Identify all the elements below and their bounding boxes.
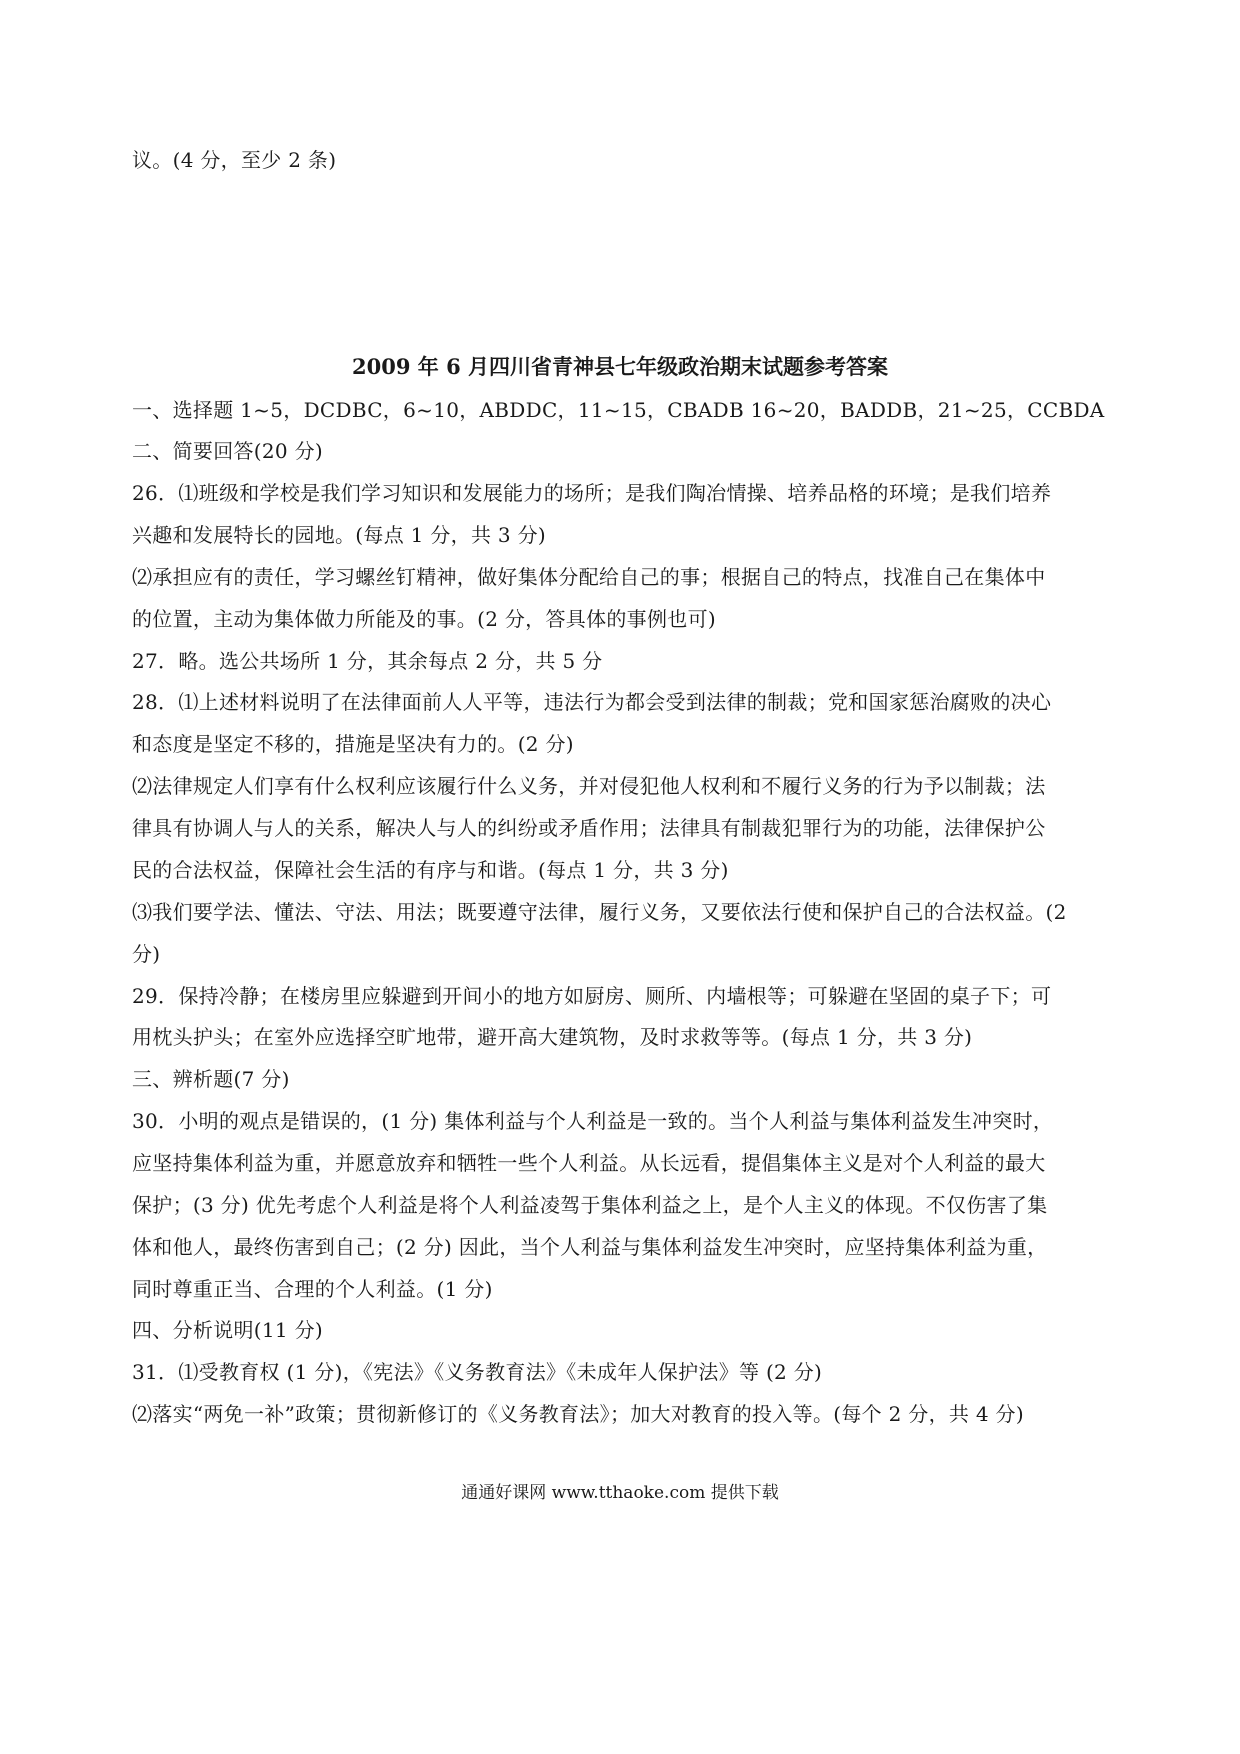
answer-26-part1-line2: 兴趣和发展特长的园地。(每点 1 分，共 3 分)	[132, 523, 546, 547]
answer-30-line5: 同时尊重正当、合理的个人利益。(1 分)	[132, 1277, 493, 1301]
section-4-heading: 四、分析说明(11 分)	[132, 1318, 324, 1342]
answer-26-part1-line1: 26．⑴班级和学校是我们学习知识和发展能力的场所；是我们陶冶情操、培养品格的环境；是我们培养	[132, 481, 1052, 505]
page-footer: 通通好课网 www.tthaoke.com 提供下载	[461, 1483, 779, 1503]
answer-28-part2-line1: ⑵法律规定人们享有什么权利应该履行什么义务，并对侵犯他人权利和不履行义务的行为予以制裁；法	[132, 774, 1046, 798]
answer-29-line2: 用枕头护头；在室外应选择空旷地带，避开高大建筑物，及时求救等等。(每点 1 分，共 3 分)	[132, 1025, 973, 1049]
previous-question-fragment: 议。(4 分，至少 2 条)	[132, 148, 337, 172]
answer-28-part3-line1: ⑶我们要学法、懂法、守法、用法；既要遵守法律，履行义务，又要依法行使和保护自己的合法权益。(2	[132, 900, 1067, 924]
answer-27: 27．略。选公共场所 1 分，其余每点 2 分，共 5 分	[132, 649, 603, 673]
section-3-heading: 三、辨析题(7 分)	[132, 1067, 290, 1091]
section-2-heading: 二、简要回答(20 分)	[132, 439, 324, 463]
answer-31-part1: 31．⑴受教育权 (1 分)，《宪法》《义务教育法》《未成年人保护法》等 (2 分)	[132, 1360, 823, 1384]
answer-29-line1: 29．保持冷静；在楼房里应躲避到开间小的地方如厨房、厕所、内墙根等；可躲避在坚固的桌子下；可	[132, 984, 1052, 1008]
answer-key-title: 2009 年 6 月四川省青神县七年级政治期末试题参考答案	[352, 354, 888, 379]
answer-26-part2-line1: ⑵承担应有的责任，学习螺丝钉精神，做好集体分配给自己的事；根据自己的特点，找准自己在集体中	[132, 565, 1046, 589]
answer-28-part2-line2: 律具有协调人与人的关系，解决人与人的纠纷或矛盾作用；法律具有制裁犯罪行为的功能，法律保护公	[132, 816, 1046, 840]
answer-30-line4: 体和他人，最终伤害到自己；(2 分) 因此，当个人利益与集体利益发生冲突时，应坚持集体利益为重，	[132, 1235, 1048, 1259]
answer-26-part2-line2: 的位置，主动为集体做力所能及的事。(2 分，答具体的事例也可)	[132, 607, 716, 631]
answer-28-part1-line2: 和态度是坚定不移的，措施是坚决有力的。(2 分)	[132, 732, 574, 756]
answer-28-part2-line3: 民的合法权益，保障社会生活的有序与和谐。(每点 1 分，共 3 分)	[132, 858, 729, 882]
section-1-multiple-choice: 一、选择题 1~5，DCDBC，6~10，ABDDC，11~15，CBADB 16~20，BADDB，21~25，CCBDA	[132, 398, 1105, 422]
answer-30-line3: 保护；(3 分) 优先考虑个人利益是将个人利益凌驾于集体利益之上，是个人主义的体现。不仅伤害了集	[132, 1193, 1048, 1217]
answer-30-line1: 30．小明的观点是错误的，(1 分) 集体利益与个人利益是一致的。当个人利益与集体利益发生冲突时，	[132, 1109, 1054, 1133]
answer-31-part2: ⑵落实“两免一补”政策；贯彻新修订的《义务教育法》；加大对教育的投入等。(每个 2 分，共 4 分)	[132, 1402, 1024, 1426]
answer-28-part3-line2: 分)	[132, 942, 161, 966]
answer-28-part1-line1: 28．⑴上述材料说明了在法律面前人人平等，违法行为都会受到法律的制裁；党和国家惩治腐败的决心	[132, 690, 1052, 714]
answer-30-line2: 应坚持集体利益为重，并愿意放弃和牺牲一些个人利益。从长远看，提倡集体主义是对个人利益的最大	[132, 1151, 1046, 1175]
